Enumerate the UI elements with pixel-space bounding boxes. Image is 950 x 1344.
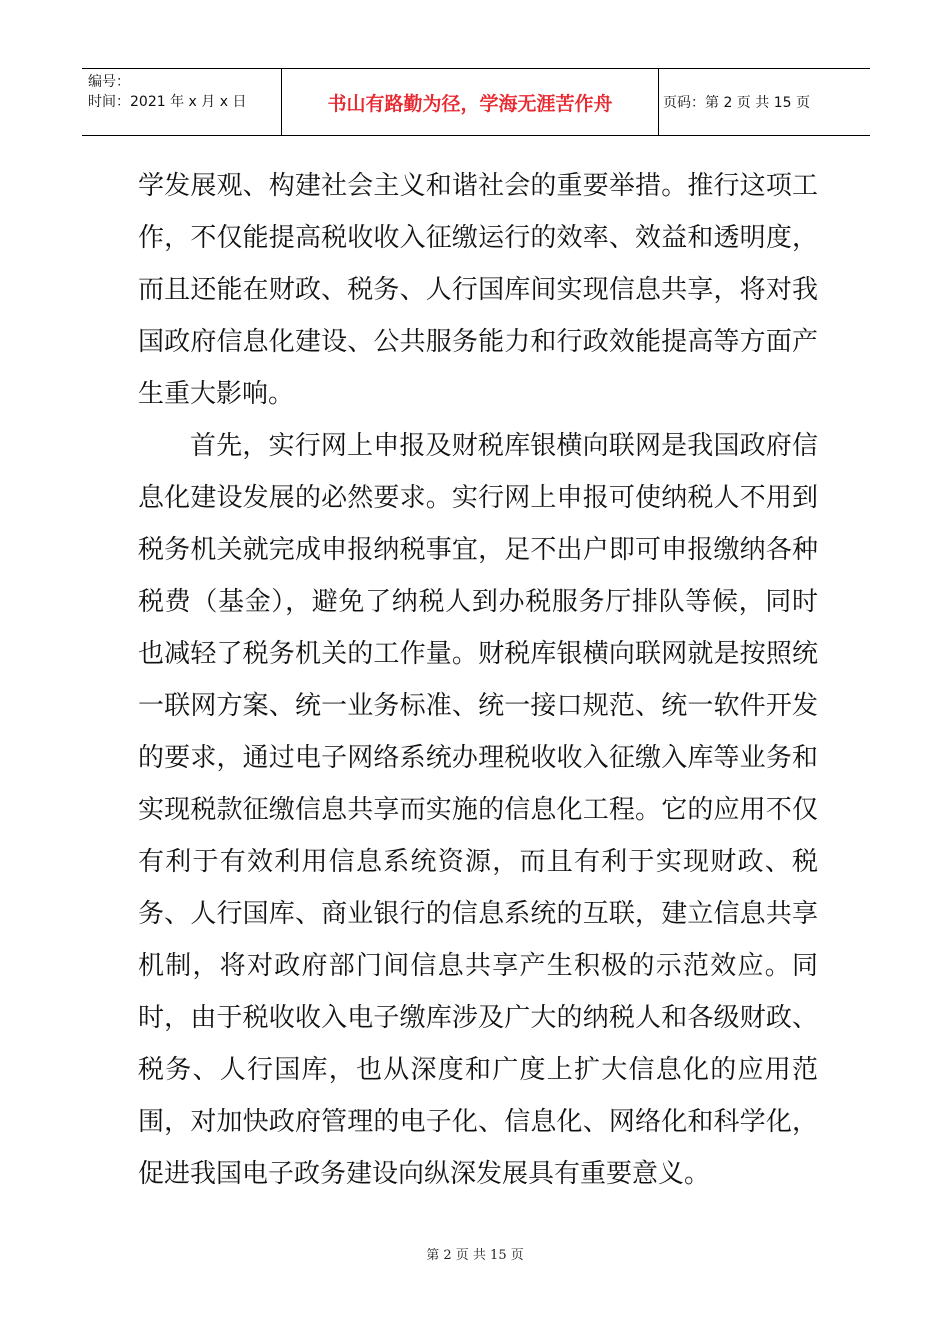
header-motto: 书山有路勤为径，学海无涯苦作舟 (282, 69, 659, 135)
document-body (138, 160, 818, 1200)
body-paragraph: 学发展观、构建社会主义和谐社会的重要举措。推行这项工作，不仅能提高税收收入征缴运行的效率、效益和透明度，而且还能在财政、税务、人行国库间实现信息共享，将对我国政府信息化建设、公共服务能力和行政效能提高等方面产生重大影响。 (138, 171, 818, 409)
document-number-label: 编号： (88, 74, 130, 90)
document-header (82, 68, 870, 136)
header-page-info: 页码：第 2 页 共 15 页 (663, 95, 810, 111)
document-date: 时间：2021 年 x 月 x 日 (88, 94, 247, 110)
header-meta (82, 69, 282, 135)
body-paragraph: 首先，实行网上申报及财税库银横向联网是我国政府信息化建设发展的必然要求。实行网上申报可使纳税人不用到税务机关就完成申报纳税事宜，足不出户即可申报缴纳各种税费（基金），避免了纳税人到办税服务厅排队等候，同时也减轻了税务机关的工作量。财税库银横向联网就是按照统一联网方案、统一业务标准、统一接口规范、统一软件开发的要求，通过电子网络系统办理税收收入征缴入库等业务和实现税款征缴信息共享而实施的信息化工程。它的应用不仅有利于有效利用信息系统资源，而且有利于实现财政、税务、人行国库、商业银行的信息系统的互联，建立信息共享机制，将对政府部门间信息共享产生积极的示范效应。同时，由于税收收入电子缴库涉及广大的纳税人和各级财政、税务、人行国库，也从深度和广度上扩大信息化的应用范围，对加快政府管理的电子化、信息化、网络化和科学化，促进我国电子政务建设向纵深发展具有重要意义。 (138, 431, 818, 1189)
page-footer: 第 2 页 共 15 页 (426, 1248, 524, 1263)
